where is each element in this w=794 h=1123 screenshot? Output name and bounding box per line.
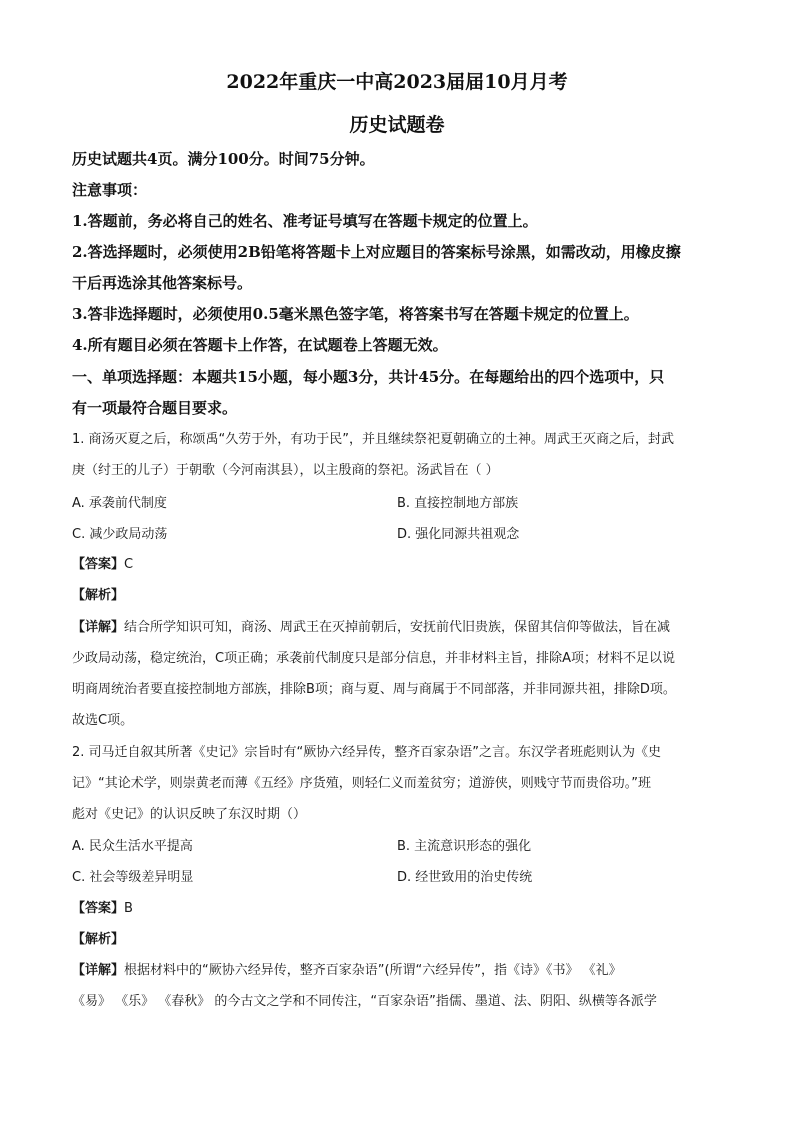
answer-label: 【答案】: [72, 901, 125, 916]
exam-subtitle: 历史试题卷: [349, 114, 445, 136]
q2-detail-b: 《易》 《乐》 《春秋》 的今古文之学和不同传注，“百家杂语”指儒、墨道、法、阴阳、纵横等各派学: [72, 994, 657, 1009]
q2-detail-a: [72, 955, 732, 986]
notice-item-4: 4.所有题目必须在答题卡上作答，在试题卷上答题无效。: [72, 336, 448, 354]
exam-info: 历史试题共4页。满分100分。时间75分钟。: [72, 150, 375, 168]
notice-title: 注意事项：: [72, 181, 148, 199]
q1-option-a: A. 承袭前代制度: [72, 496, 167, 511]
q1-analysis-label: 【解析】: [72, 588, 125, 603]
q2-option-d: D. 经世致用的治史传统: [397, 870, 533, 885]
q2-answer: [72, 893, 732, 924]
detail-text: 根据材料中的“厥协六经异传，整齐百家杂语”(所谓“六经异传”，指《诗》《书》 《礼》: [124, 963, 622, 978]
q2-stem-c: 彪对《史记》的认识反映了东汉时期（）: [72, 807, 307, 822]
q1-detail-b: 少政局动荡，稳定统治，C项正确；承袭前代制度只是部分信息，并非材料主旨，排除A项；材料不足以说: [72, 651, 675, 666]
notice-item-1: 1.答题前，务必将自己的姓名、准考证号填写在答题卡规定的位置上。: [72, 212, 538, 230]
answer-value: C: [124, 557, 134, 572]
q2-option-b: B. 主流意识形态的强化: [397, 839, 532, 854]
detail-text: 结合所学知识可知，商汤、周武王在灭掉前朝后，安抚前代旧贵族，保留其信仰等做法，旨在减: [124, 620, 671, 635]
q1-stem-a: 1. 商汤灭夏之后，称颂禹“久劳于外，有功于民”，并且继续祭祀夏朝确立的土神。周武王灭商之后，封武: [72, 432, 675, 447]
q1-detail-a: [72, 612, 732, 643]
q1-option-d: D. 强化同源共祖观念: [397, 527, 520, 542]
q1-option-c: C. 减少政局动荡: [72, 527, 168, 542]
section-heading-b: 有一项最符合题目要求。: [72, 399, 238, 417]
q1-stem-b: 庚（纣王的儿子）于朝歌（今河南淇县），以主殷商的祭祀。汤武旨在（ ）: [72, 463, 499, 478]
notice-item-2b: 干后再选涂其他答案标号。: [72, 274, 253, 292]
notice-item-2a: 2.答选择题时，必须使用2B铅笔将答题卡上对应题目的答案标号涂黑，如需改动，用橡皮擦: [72, 243, 681, 261]
q2-option-a: A. 民众生活水平提高: [72, 839, 193, 854]
answer-value: B: [124, 901, 133, 916]
section-heading-a: 一、单项选择题：本题共15小题，每小题3分，共计45分。在每题给出的四个选项中，只: [72, 368, 665, 386]
detail-label: 【详解】: [72, 963, 125, 978]
answer-label: 【答案】: [72, 557, 125, 572]
q2-option-c: C. 社会等级差异明显: [72, 870, 194, 885]
notice-item-3: 3.答非选择题时，必须使用0.5毫米黑色签字笔，将答案书写在答题卡规定的位置上。: [72, 305, 639, 323]
q2-stem-a: 2. 司马迁自叙其所著《史记》宗旨时有“厥协六经异传，整齐百家杂语”之言。东汉学者班彪则认为《史: [72, 745, 662, 760]
q1-detail-c: 明商周统治者要直接控制地方部族，排除B项；商与夏、周与商属于不同部落，并非同源共祖，排除D项。: [72, 682, 676, 697]
exam-title: 2022年重庆一中高2023届届10月月考: [226, 71, 568, 93]
q2-stem-b: 记》“其论术学，则崇黄老而薄《五经》序货殖，则轻仁义而羞贫穷；道游侠，则贱守节而贵俗功。”班: [72, 776, 651, 791]
q1-option-b: B. 直接控制地方部族: [397, 496, 519, 511]
q2-analysis-label: 【解析】: [72, 932, 125, 947]
q1-detail-d: 故选C项。: [72, 713, 134, 728]
detail-label: 【详解】: [72, 620, 125, 635]
q1-answer: [72, 549, 732, 580]
